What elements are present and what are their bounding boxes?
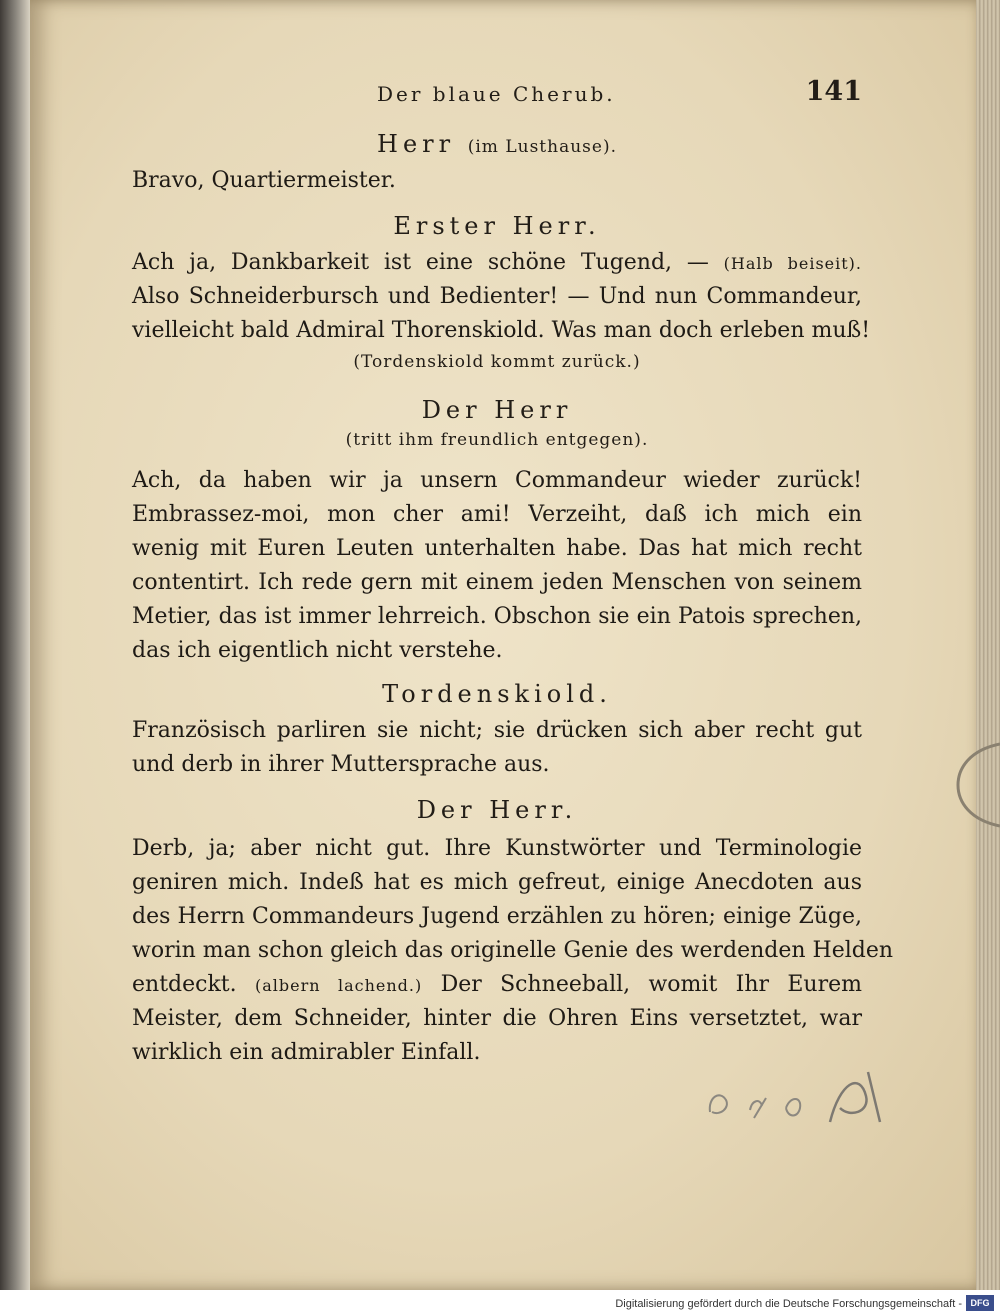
speaker-heading [132,130,862,158]
paragraph [132,464,862,668]
text-line: und derb in ihrer Muttersprache aus. [132,752,550,777]
speaker-heading [132,396,862,424]
speaker-name: Erster Herr. [393,212,601,240]
text-line: contentirt. Ich rede gern mit einem jeden Menschen von seinem [132,570,862,595]
text-line: Metier, das ist immer lehrreich. Obschon sie ein Patois sprechen, [132,604,862,629]
speaker-name: Der Herr [421,396,573,424]
running-title: Der blaue Cherub. [377,82,616,106]
text-line-content: Der Schneeball, womit Ihr Eurem [440,972,862,997]
speaker-name: Tordenskiold. [382,680,612,708]
text-line: Derb, ja; aber nicht gut. Ihre Kunstwörter und Terminologie [132,836,862,861]
text-line [132,246,862,280]
page-number: 141 [805,76,862,107]
text-line: Ach, da haben wir ja unsern Commandeur wieder zurück! [132,468,862,493]
page-edges [976,0,1000,1290]
stage-direction: (im Lusthause). [467,137,617,157]
paragraph [132,832,894,1070]
paragraph [132,246,871,348]
stage-direction: (Halb beiseit). [723,254,862,273]
text-line: das ich eigentlich nicht verstehe. [132,638,503,663]
stage-direction: (Tordenskiold kommt zurück.) [353,352,641,372]
text-line: wirklich ein admirabler Einfall. [132,1040,481,1065]
speaker-heading [132,212,862,240]
text-line: Französisch parliren sie nicht; sie drücken sich aber recht gut [132,718,862,743]
text-line: Embrassez-moi, mon cher ami! Verzeiht, daß ich mich ein [132,502,862,527]
text-line-content: Ach ja, Dankbarkeit ist eine schöne Tugend, — [132,250,709,275]
speaker-name: Der Herr. [416,796,578,824]
text-line: des Herrn Commandeurs Jugend erzählen zu hören; einige Züge, [132,904,862,929]
text-line: worin man schon gleich das originelle Genie des werdenden Helden [132,938,894,963]
text-line-content: entdeckt. [132,972,237,997]
text-line: geniren mich. Indeß hat es mich gefreut, einige Anecdoten aus [132,870,862,895]
speaker-heading [132,680,862,708]
page-clip-mark [952,740,1000,830]
stage-direction: (albern lachend.) [254,976,423,995]
paragraph [132,164,862,198]
text-line: Bravo, Quartiermeister. [132,168,396,193]
pencil-annotation [690,1052,900,1142]
text-line: wenig mit Euren Leuten unterhalten habe. Das hat mich recht [132,536,862,561]
dfg-logo: DFG [966,1295,994,1311]
paragraph [132,714,862,782]
stage-direction: (tritt ihm freundlich entgegen). [345,430,649,450]
speaker-name: Herr [377,130,456,158]
text-line: Also Schneiderbursch und Bedienter! — Und nun Commandeur, [132,284,862,309]
text-line: Meister, dem Schneider, hinter die Ohren Eins versetztet, war [132,1006,862,1031]
text-line [132,968,862,1002]
speaker-heading [132,796,862,824]
text-line: vielleicht bald Admiral Thorenskiold. Was man doch erleben muß! [132,318,871,343]
page-header [132,76,862,112]
digitization-credit: Digitalisierung gefördert durch die Deutsche Forschungsgemeinschaft - [615,1298,962,1310]
